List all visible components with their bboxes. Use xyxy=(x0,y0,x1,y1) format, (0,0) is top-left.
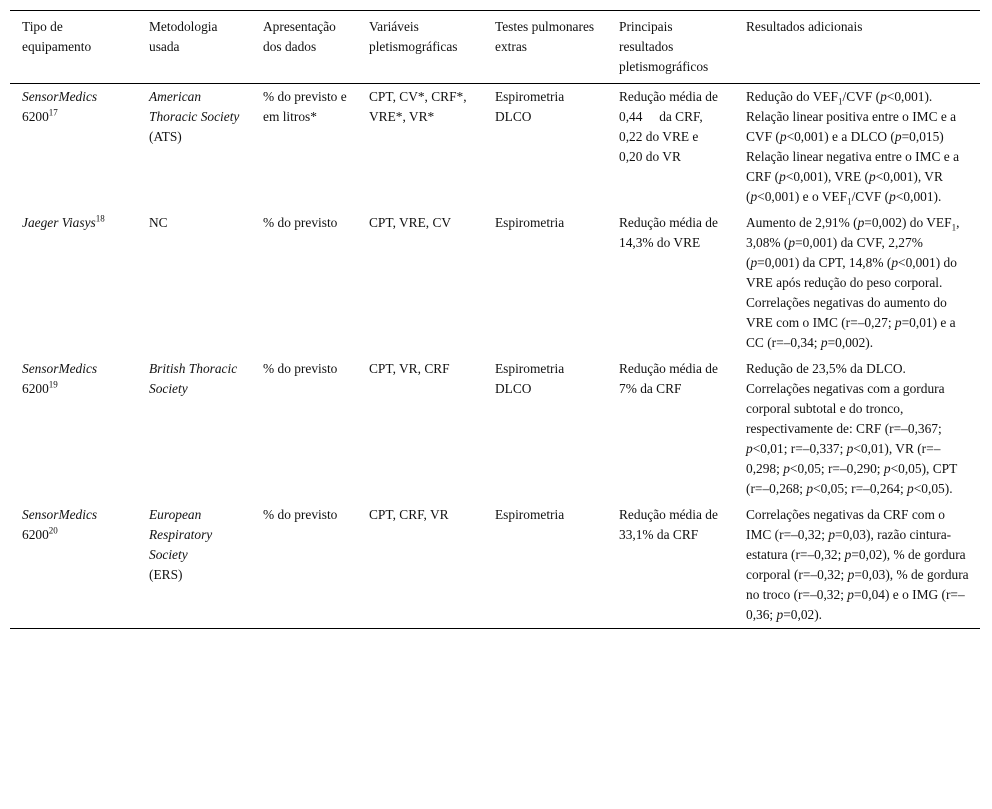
cell-main-results: Redução média de 14,3% do VRE xyxy=(619,215,718,250)
cell-main-results: Redução média de 33,1% da CRF xyxy=(619,507,718,542)
cell-extra-tests: Espirometria DLCO xyxy=(495,361,565,396)
table-row xyxy=(10,84,980,211)
header-presentation: Apresentação dos dados xyxy=(263,19,336,54)
cell-variables: CPT, CV*, CRF*, VRE*, VR* xyxy=(369,89,467,124)
header-extra-tests: Testes pulmonares extras xyxy=(495,19,595,54)
cell-variables: CPT, VR, CRF xyxy=(369,361,450,376)
cell-main-results: Redução média de 7% da CRF xyxy=(619,361,718,396)
cell-presentation: % do previsto xyxy=(263,215,338,230)
cell-additional-results: Correlações negativas da CRF com o IMC (r=–0,32; p=0,03), razão cintura-estatura (r=–0,32; p=0,02), % de gordura corporal (r=–0,32; p=0,03), % de gordura no troco (r=–0,32; p=0,04) e o IMG (r=–0,36; p=0,02). xyxy=(746,507,969,622)
cell-main-results: Redução média de 0,44 da CRF, 0,22 do VRE e 0,20 do VR xyxy=(619,89,718,164)
cell-equipment: Jaeger Viasys$^{18}$ xyxy=(22,213,105,230)
cell-presentation: % do previsto xyxy=(263,361,338,376)
cell-additional-results: Redução do $VEF_1$/CVF (p<0,001). Relação linear positiva entre o IMC e a CVF (p<0,001) e a DLCO (p=0,015) Relação linear negativa entre o IMC e a CRF (p<0,001), VRE (p<0,001), VR (p<0,001) e o $VEF_1$/CVF (p<0,001). xyxy=(746,89,960,207)
header-additional-results: Resultados adicionais xyxy=(746,19,863,34)
cell-extra-tests: Espirometria xyxy=(495,215,565,230)
table-row xyxy=(10,502,980,629)
cell-methodology: NC xyxy=(149,215,168,230)
header-variables: Variáveis pletismográficas xyxy=(369,19,458,54)
header-row xyxy=(10,11,980,84)
cell-equipment: SensorMedics 6200$^{19}$ xyxy=(22,361,98,396)
table-row xyxy=(10,356,980,502)
table-row xyxy=(10,210,980,356)
cell-variables: CPT, VRE, CV xyxy=(369,215,452,230)
cell-methodology: British Thoracic Society xyxy=(149,361,238,396)
cell-equipment: SensorMedics 6200$^{20}$ xyxy=(22,507,98,542)
cell-methodology: American Thoracic Society (ATS) xyxy=(149,89,240,144)
cell-presentation: % do previsto e em litros* xyxy=(263,89,347,124)
cell-variables: CPT, CRF, VR xyxy=(369,507,449,522)
cell-additional-results: Redução de 23,5% da DLCO. Correlações negativas com a gordura corporal subtotal e do tronco, respectivamente de: CRF (r=–0,367; p<0,01; r=–0,337; p<0,01), VR (r=–0,298; p<0,05; r=–0,290; p<0,05), CPT (r=–0,268; p<0,05; r=–0,264; p<0,05). xyxy=(746,361,958,496)
header-methodology: Metodologia usada xyxy=(149,19,218,54)
cell-additional-results: Aumento de 2,91% (p=0,002) do $VEF_1$, 3,08% (p=0,001) da CVF, 2,27% (p=0,001) da CPT, 14,8% (p<0,001) do VRE após redução do peso corporal. Correlações negativas do aumento do VRE com o IMC (r=–0,27; p=0,01) e a CC (r=–0,34; p=0,002). xyxy=(746,215,960,350)
cell-equipment: SensorMedics 6200$^{17}$ xyxy=(22,89,98,124)
data-table xyxy=(10,10,980,629)
header-main-results: Principais resultados pletismográficos xyxy=(619,19,709,74)
cell-extra-tests: Espirometria DLCO xyxy=(495,89,565,124)
cell-methodology: European Respiratory Society (ERS) xyxy=(149,507,213,582)
cell-extra-tests: Espirometria xyxy=(495,507,565,522)
header-equipment: Tipo de equipamento xyxy=(22,19,92,54)
cell-presentation: % do previsto xyxy=(263,507,338,522)
